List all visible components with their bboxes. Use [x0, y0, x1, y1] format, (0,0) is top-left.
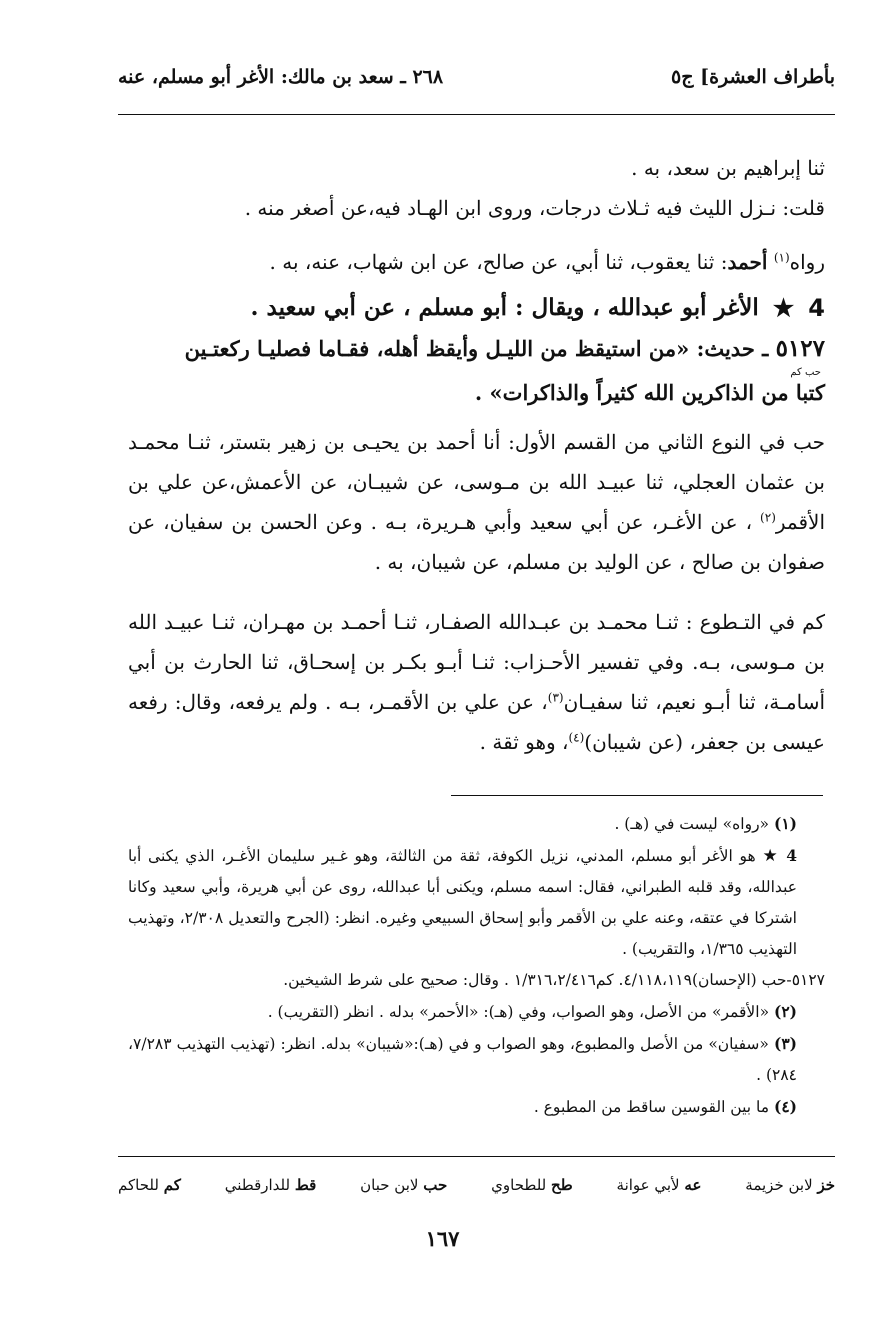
page-number: ١٦٧ [425, 1226, 460, 1251]
hadith-entry [128, 330, 825, 368]
footnote-ref-2: (٢) [760, 510, 776, 525]
footnote-divider [451, 795, 823, 796]
abbreviation-item: كم للحاكم [118, 1176, 181, 1194]
footnote-3: (٣) «سفيان» من الأصل والمطبوع، وهو الصواب و في (هـ):«شيبان» بدله. انظر: (تهذيب التهذيب ٧/٢٨٣، ٢٨٤) . [128, 1034, 797, 1084]
hadith-number: ٥١٢٧ [775, 335, 825, 362]
narrator-heading [128, 286, 825, 330]
footnote-2: (٢) «الأقمر» من الأصل، وهو الصواب، وفي (هـ): «الأحمر» بدله . انظر (التقريب) . [267, 1002, 797, 1021]
footnote-4: (٤) ما بين القوسين ساقط من المطبوع . [533, 1097, 797, 1116]
running-header [118, 66, 835, 88]
header-divider [118, 114, 835, 115]
header-subtitle: ٢٦٨ ـ سعد بن مالك: الأغر أبو مسلم، عنه [118, 66, 444, 88]
star-icon: ★ [762, 846, 780, 866]
footnote-hadith-sources: ٥١٢٧-حب (الإحسان)٤/١١٨،١١٩. كم١/٣١٦،٢/٤١٦ . وقال: صحيح على شرط الشيخين. [283, 971, 825, 989]
footnote-ref-1: (١) [773, 250, 790, 265]
hadith-text: ـ حديث: «من استيقظ من الليـل وأيقظ أهله، فقـاما فصليـا ركعتـين [184, 336, 776, 361]
narrator-number: 4 [808, 294, 825, 322]
abbreviation-item: عه لأبي عوانة [616, 1176, 702, 1194]
footnote-ref-3: (٣) [547, 690, 564, 705]
footnote-narrator: 4 ★ هو الأغر أبو مسلم، المدني، نزيل الكوفة، ثقة من الثالثة، وهو غـير سليمان الأغـر، الذي يكنى أبا عبدالله، وقد قلبه الطبراني، فقال: اسمه مسلم، ويكنى أبا عبدالله، روى عن أبي هريرة، وأبي سعيد وكانا اشتركا في عتقه، وعنه علي بن الأقمر وأبو إسحاق السبيعي وغيره. انظر: (الجرح والتعديل ٢/٣٠٨، وتهذيب التهذيب ١/٣٦٥، والتقريب) . [128, 846, 797, 958]
footnotes [128, 808, 825, 1123]
paragraph-4: حب في النوع الثاني من القسم الأول: أنا أحمد بن يحيـى بن زهير بتستر، ثنـا محمـد بن عثمان العجلي، ثنا عبيـد الله بن مـوسى، عن شيبـان، عن الأعمش،عن علي بن الأقمر$^{(٢)}$ ، عن الأغـر، عن أبي سعيد وأبي هـريرة، بـه . وعن الحسن بن سفيان، عن صفوان بن صالح ، عن الوليد بن مسلم، عن شيبان، به . [128, 430, 825, 574]
abbreviation-item: خز لابن خزيمة [745, 1176, 835, 1194]
paragraph-5: كم في التـطوع : ثنـا محمـد بن عبـدالله الصفـار، ثنـا أحمـد بن مهـران، ثنـا عبيـد الله بن مـوسى، بـه. وفي تفسير الأحـزاب: ثنـا أبـو بكـر بن إسحـاق، ثنا الحارث بن أبي أسامـة، ثنا أبـو نعيم، ثنا سفيـان$^{(٣)}$، عن علي بن الأقمـر، بـه . ولم يرفعه، وقال: رفعه عيسى بن جعفر، (عن شيبان)$^{(٤)}$، وهو ثقة . [128, 610, 826, 754]
narrator-text: الأغر أبو عبدالله ، ويقال : أبو مسلم ، عن أبي سعيد . [250, 294, 759, 321]
abbreviation-item: حب لابن حبان [360, 1176, 448, 1194]
source-name: أحمد [727, 250, 768, 274]
abbreviations-key [118, 1176, 835, 1194]
footnote-1: (١) «رواه» ليست في (هـ) . [614, 814, 797, 833]
footnote-ref-4: (٤) [568, 730, 585, 745]
paragraph-2: قلت: نـزل الليث فيه ثـلاث درجات، وروى ابن الهـاد فيه،عن أصغر منه . [244, 196, 825, 220]
abbreviations-divider [118, 1156, 835, 1157]
abbreviation-item: قط للدارقطني [224, 1176, 317, 1194]
header-title: بأطراف العشرة] ج٥ [671, 66, 835, 88]
star-icon: ★ [772, 293, 795, 322]
abbreviation-item: طح للطحاوي [491, 1176, 573, 1194]
hadith-text-continued: كتبا من الذاكرين الله كثيراً والذاكرات» . [474, 380, 825, 405]
source-symbols: حب كم [790, 367, 821, 378]
paragraph-1: ثنا إبراهيم بن سعد، به . [631, 156, 825, 180]
paragraph-3: رواه$^{(١)}$ أحمد: ثنا يعقوب، ثنا أبي، عن صالح، عن ابن شهاب، عنه، به . [269, 250, 825, 274]
main-text [128, 148, 825, 762]
